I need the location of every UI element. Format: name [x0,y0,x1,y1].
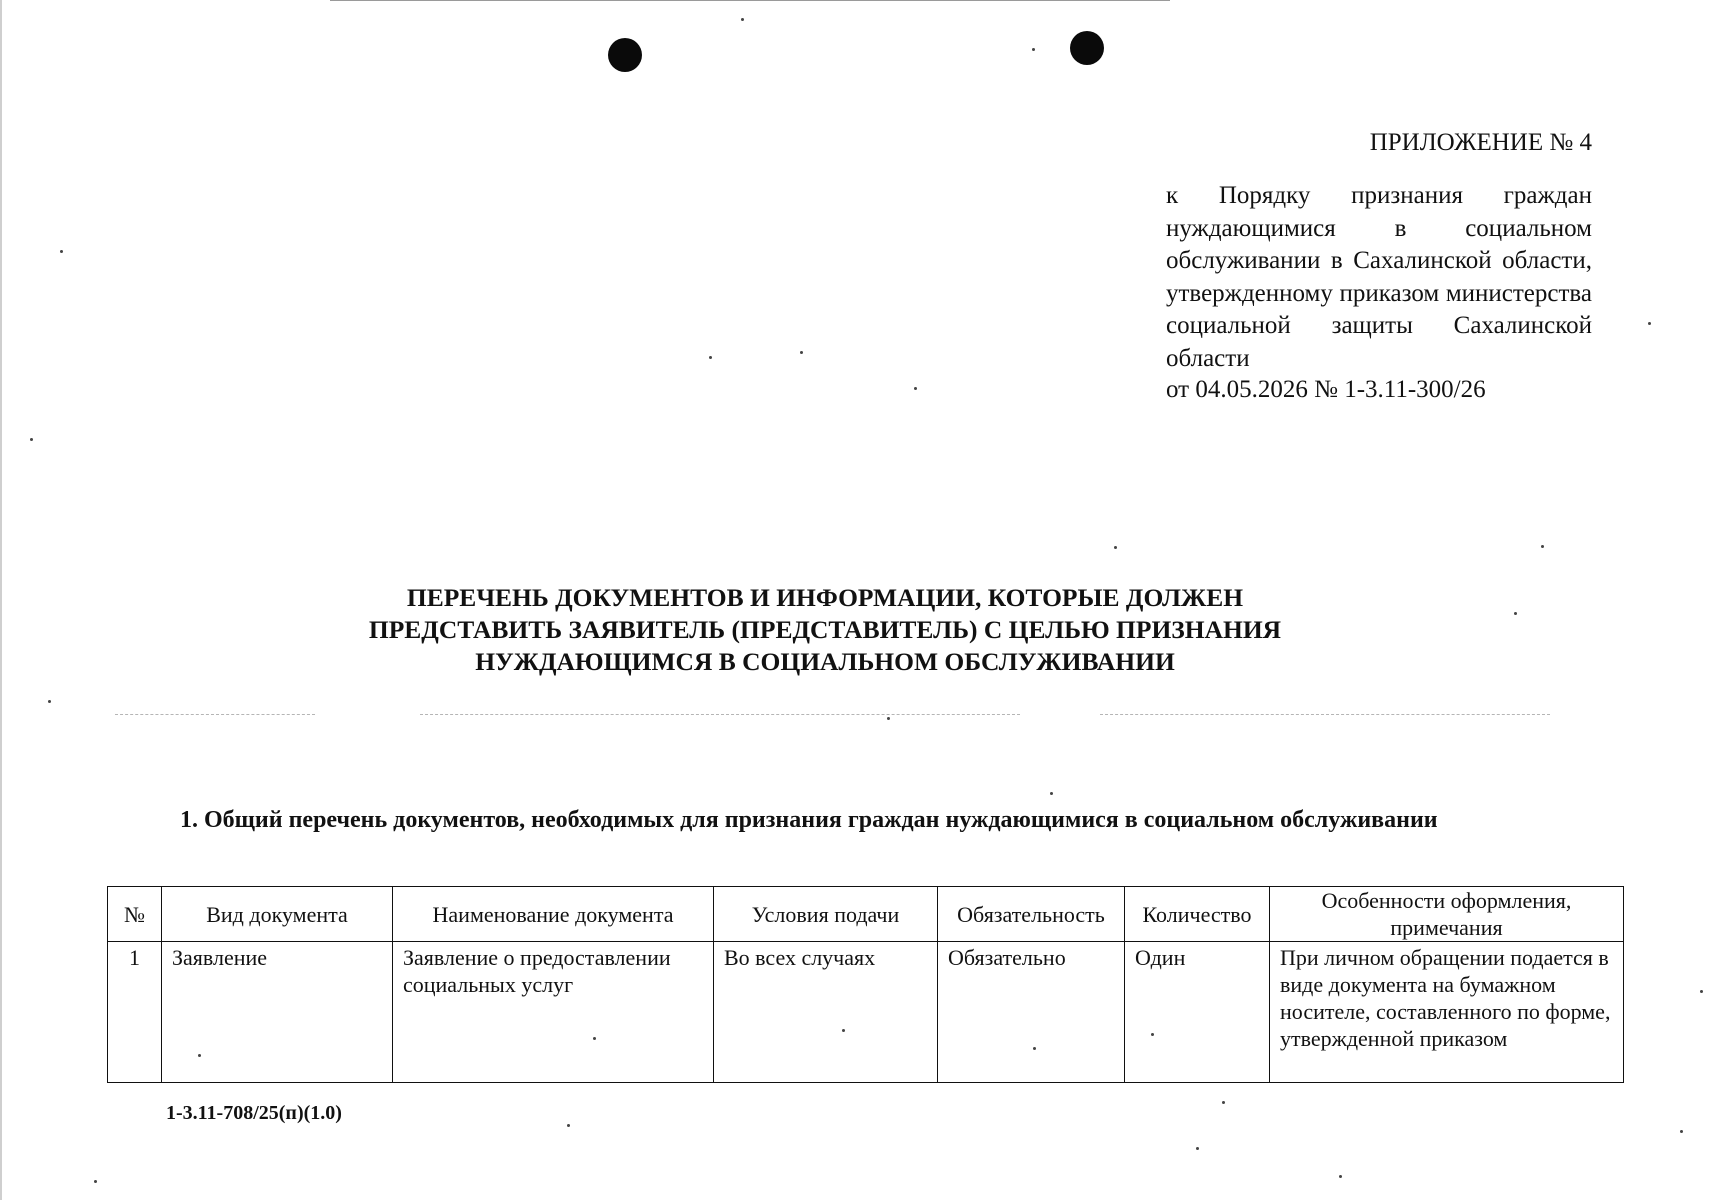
scan-speck [1680,1130,1683,1133]
scan-dash-line [1100,714,1550,715]
header-document-name: Наименование документа [393,887,714,942]
cell-notes: При личном обращении подается в виде документа на бумажном носителе, составленного по форме, утвержденной приказом [1270,942,1624,1083]
scan-speck [1151,1033,1154,1036]
scan-speck [94,1180,97,1183]
header-obligatory: Обязательность [938,887,1125,942]
document-title-line: НУЖДАЮЩИМСЯ В СОЦИАЛЬНОМ ОБСЛУЖИВАНИИ [475,647,1175,676]
scan-speck [1114,546,1117,549]
scan-speck [1196,1147,1199,1150]
punch-hole-left [608,38,642,72]
header-conditions: Условия подачи [714,887,938,942]
document-title-line: ПРЕДСТАВИТЬ ЗАЯВИТЕЛЬ (ПРЕДСТАВИТЕЛЬ) С ЦЕЛЬЮ ПРИЗНАНИЯ [368,615,1282,644]
table-header-row [108,887,1624,942]
scan-speck [567,1124,570,1127]
scan-speck [1514,612,1517,615]
table-row [108,942,1624,1083]
punch-hole-right [1070,31,1104,65]
scan-speck [1033,1047,1036,1050]
header-document-type: Вид документа [162,887,393,942]
header-quantity: Количество [1125,887,1270,942]
scan-top-edge [330,0,1170,1]
cell-document-type: Заявление [162,942,393,1083]
scan-speck [914,387,917,390]
scan-speck [1222,1101,1225,1104]
scan-speck [1541,545,1544,548]
cell-obligatory: Обязательно [938,942,1125,1083]
document-title [250,582,1400,678]
scan-speck [741,18,744,21]
cell-document-name: Заявление о предоставлении социальных услуг [393,942,714,1083]
scan-speck [1648,322,1651,325]
scan-speck [1050,792,1053,795]
scan-speck [800,351,803,354]
scan-speck [198,1054,201,1057]
section-heading: 1. Общий перечень документов, необходимых для признания граждан нуждающимися в социальном обслуживании [180,807,1438,833]
appendix-text: к Порядку признания граждан нуждающимися в социальном обслуживании в Сахалинской области, утвержденному приказом министерства социальной защиты Сахалинской области [1166,182,1592,372]
scan-speck [48,700,51,703]
header-number: № [108,887,162,942]
scan-speck [1032,48,1035,51]
scan-speck [709,356,712,359]
appendix-date: от 04.05.2026 № 1-3.11-300/26 [1166,376,1486,403]
scan-speck [1339,1175,1342,1178]
cell-quantity: Один [1125,942,1270,1083]
scan-dash-line [420,714,1020,715]
scan-speck [1700,990,1703,993]
appendix-title: ПРИЛОЖЕНИЕ № 4 [1369,129,1592,156]
document-title-line: ПЕРЕЧЕНЬ ДОКУМЕНТОВ И ИНФОРМАЦИИ, КОТОРЫЕ ДОЛЖЕН [406,583,1244,612]
cell-conditions: Во всех случаях [714,942,938,1083]
scan-speck [30,438,33,441]
scan-edge [0,0,2,1200]
scan-dash-line [115,714,315,715]
document-code: 1-3.11-708/25(п)(1.0) [166,1102,342,1124]
documents-table [107,886,1624,1083]
header-notes: Особенности оформления, примечания [1270,887,1624,942]
scan-speck [60,250,63,253]
scan-speck [593,1037,596,1040]
scan-speck [842,1029,845,1032]
cell-number: 1 [108,942,162,1083]
scan-speck [887,717,890,720]
